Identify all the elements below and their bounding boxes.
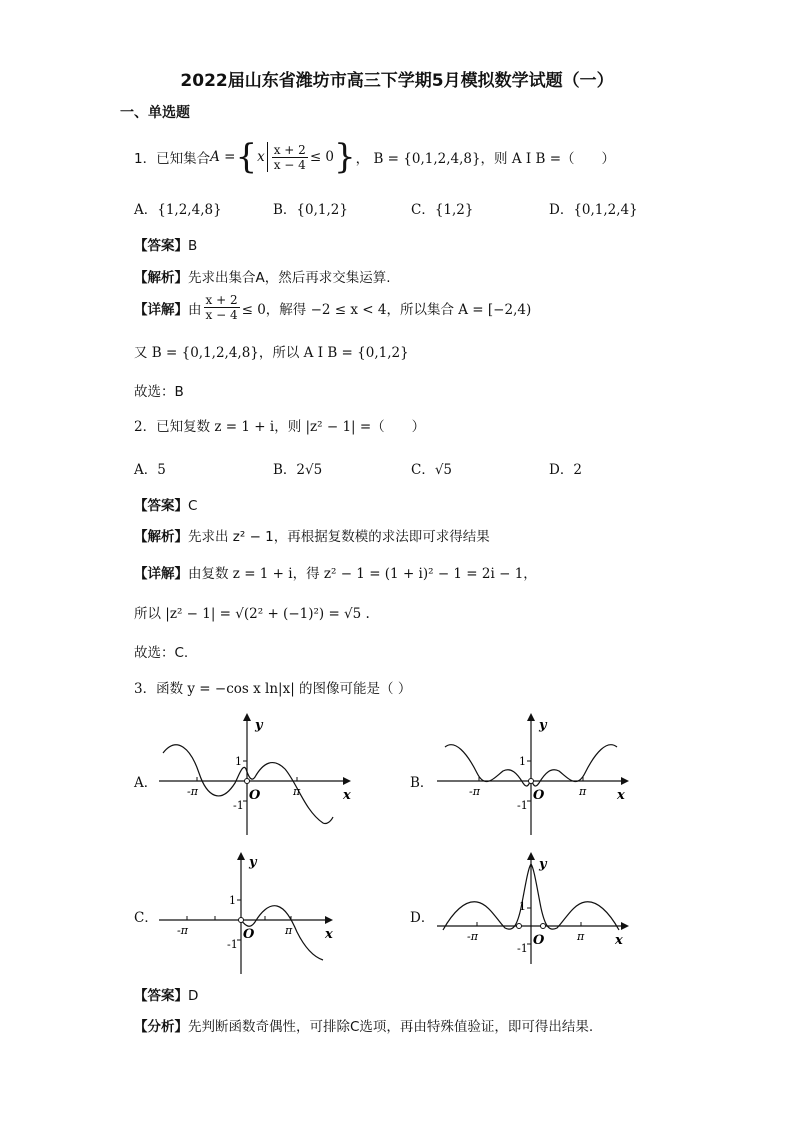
- detail-post: ≤ 0，解得 −2 ≤ x < 4，所以集合 A = [−2,4): [241, 301, 532, 318]
- origin-marker: [541, 924, 546, 929]
- q2-option-c: C．√5: [411, 462, 453, 478]
- x-label: x: [615, 933, 623, 948]
- answer-value: D: [188, 988, 199, 1004]
- tick-label-neg1: -1: [233, 799, 244, 812]
- q2-stem: 2．已知复数 z = 1 + i，则 |z² − 1| =（ ）: [134, 419, 426, 435]
- right-brace-icon: }: [334, 137, 356, 177]
- graph-a: [155, 713, 355, 838]
- q1-frac-num: x + 2: [273, 142, 306, 157]
- q2-analysis: [134, 525, 490, 545]
- section-heading: 一、单选题: [120, 105, 190, 121]
- arrow-icon: [325, 916, 333, 924]
- y-label: y: [255, 718, 263, 733]
- arrow-icon: [527, 713, 535, 721]
- detail-frac-num: x + 2: [205, 293, 238, 307]
- q1-option-b: B．{0,1,2}: [273, 202, 348, 218]
- graph-d-label: D．: [410, 910, 435, 926]
- q1-set-a-label: A =: [210, 149, 236, 165]
- origin-marker: [517, 924, 522, 929]
- arrow-icon: [527, 852, 535, 860]
- q1-b-part: ， B = {0,1,2,4,8}，则 A I B =（ ）: [355, 151, 616, 167]
- analysis-tag: 【解析】: [134, 529, 188, 545]
- x-label: x: [617, 788, 625, 803]
- tick-label-pi: π: [285, 924, 293, 937]
- q1-stem: [134, 137, 616, 177]
- tick-label-neg1: -1: [227, 938, 238, 951]
- graph-c: [155, 852, 355, 977]
- graph-b-label: B．: [410, 775, 434, 791]
- answer-tag: 【答案】: [134, 988, 188, 1004]
- q1-x: x: [257, 149, 265, 165]
- graph-a-label: A．: [134, 775, 158, 791]
- analysis-text: 先求出 z² − 1，再根据复数模的求法即可求得结果: [188, 529, 490, 545]
- q2-choose: 故选：C.: [134, 645, 189, 661]
- tick-label-neg-pi: -π: [469, 785, 480, 798]
- answer-tag: 【答案】: [134, 238, 188, 254]
- detail-pre: 由: [188, 301, 202, 318]
- tick-label-neg-pi: -π: [177, 924, 188, 937]
- q1-frac-den: x − 4: [273, 157, 306, 172]
- analysis-tag: 【解析】: [134, 270, 188, 286]
- detail-text: 由复数 z = 1 + i，得 z² − 1 = (1 + i)² − 1 = 2i − 1，: [188, 566, 537, 582]
- origin-marker: [529, 779, 534, 784]
- q1-option-c: C．{1,2}: [411, 202, 474, 218]
- q1-fraction: [272, 143, 308, 172]
- q1-le0: ≤ 0: [309, 149, 335, 165]
- tick-label-neg1: -1: [517, 942, 528, 955]
- q1-detail: [134, 293, 531, 322]
- origin-marker: [239, 918, 244, 923]
- divider-bar: [267, 142, 268, 172]
- arrow-icon: [243, 713, 251, 721]
- origin-label: O: [243, 927, 255, 942]
- graph-b: [433, 713, 633, 838]
- y-label: y: [249, 855, 257, 870]
- q2-option-a: A．5: [134, 462, 166, 478]
- tick-label-1: 1: [519, 755, 526, 768]
- left-brace-icon: {: [235, 137, 258, 177]
- tick-label-1: 1: [229, 894, 236, 907]
- q2-option-d: D．2: [549, 462, 582, 478]
- tick-label-neg-pi: -π: [187, 785, 198, 798]
- tick-label-pi: π: [293, 785, 301, 798]
- q3-answer: [134, 984, 198, 1004]
- arrow-icon: [237, 852, 245, 860]
- y-label: y: [539, 718, 547, 733]
- q1-option-d: D．{0,1,2,4}: [549, 202, 638, 218]
- page-title: 2022届山东省潍坊市高三下学期5月模拟数学试题（一）: [180, 71, 614, 91]
- q2-option-b: B．2√5: [273, 462, 323, 478]
- tick-label-neg-pi: -π: [467, 930, 478, 943]
- q2-detail: [134, 562, 537, 582]
- q1-analysis: [134, 266, 391, 286]
- answer-value: B: [188, 238, 198, 254]
- q1-line2: 又 B = {0,1,2,4,8}，所以 A I B = {0,1,2}: [134, 345, 409, 361]
- q1-choose: 故选：B: [134, 384, 184, 400]
- q1-answer: [134, 234, 197, 254]
- tick-label-pi: π: [579, 785, 587, 798]
- q2-line2: 所以 |z² − 1| = √(2² + (−1)²) = √5 .: [134, 606, 370, 622]
- arrow-icon: [621, 777, 629, 785]
- tick-label-pi: π: [577, 930, 585, 943]
- y-label: y: [539, 857, 547, 872]
- arrow-icon: [621, 922, 629, 930]
- origin-marker: [245, 779, 250, 784]
- q3-stem: 3．函数 y = −cos x ln|x| 的图像可能是（ ）: [134, 681, 412, 697]
- q1-prefix: 1．已知集合: [134, 151, 211, 167]
- fenxi-text: 先判断函数奇偶性，可排除C选项，再由特殊值验证，即可得出结果.: [188, 1019, 594, 1035]
- answer-tag: 【答案】: [134, 498, 188, 514]
- tick-label-1: 1: [235, 755, 242, 768]
- tick-label-neg1: -1: [517, 799, 528, 812]
- origin-label: O: [249, 788, 261, 803]
- analysis-text: 先求出集合A，然后再求交集运算.: [188, 270, 391, 286]
- x-label: x: [325, 927, 333, 942]
- q1-option-a: A．{1,2,4,8}: [134, 202, 222, 218]
- q3-fenxi: [134, 1015, 593, 1035]
- q1-detail-fraction: [204, 293, 240, 322]
- graph-d: [433, 852, 633, 977]
- tick-label-1: 1: [519, 900, 526, 913]
- x-label: x: [343, 788, 351, 803]
- answer-value: C: [188, 498, 198, 514]
- q2-answer: [134, 494, 197, 514]
- fenxi-tag: 【分析】: [134, 1019, 188, 1035]
- arrow-icon: [343, 777, 351, 785]
- detail-tag: 【详解】: [134, 301, 188, 318]
- detail-frac-den: x − 4: [205, 308, 238, 322]
- graph-c-label: C．: [134, 910, 158, 926]
- origin-label: O: [533, 933, 545, 948]
- detail-tag: 【详解】: [134, 566, 188, 582]
- origin-label: O: [533, 788, 545, 803]
